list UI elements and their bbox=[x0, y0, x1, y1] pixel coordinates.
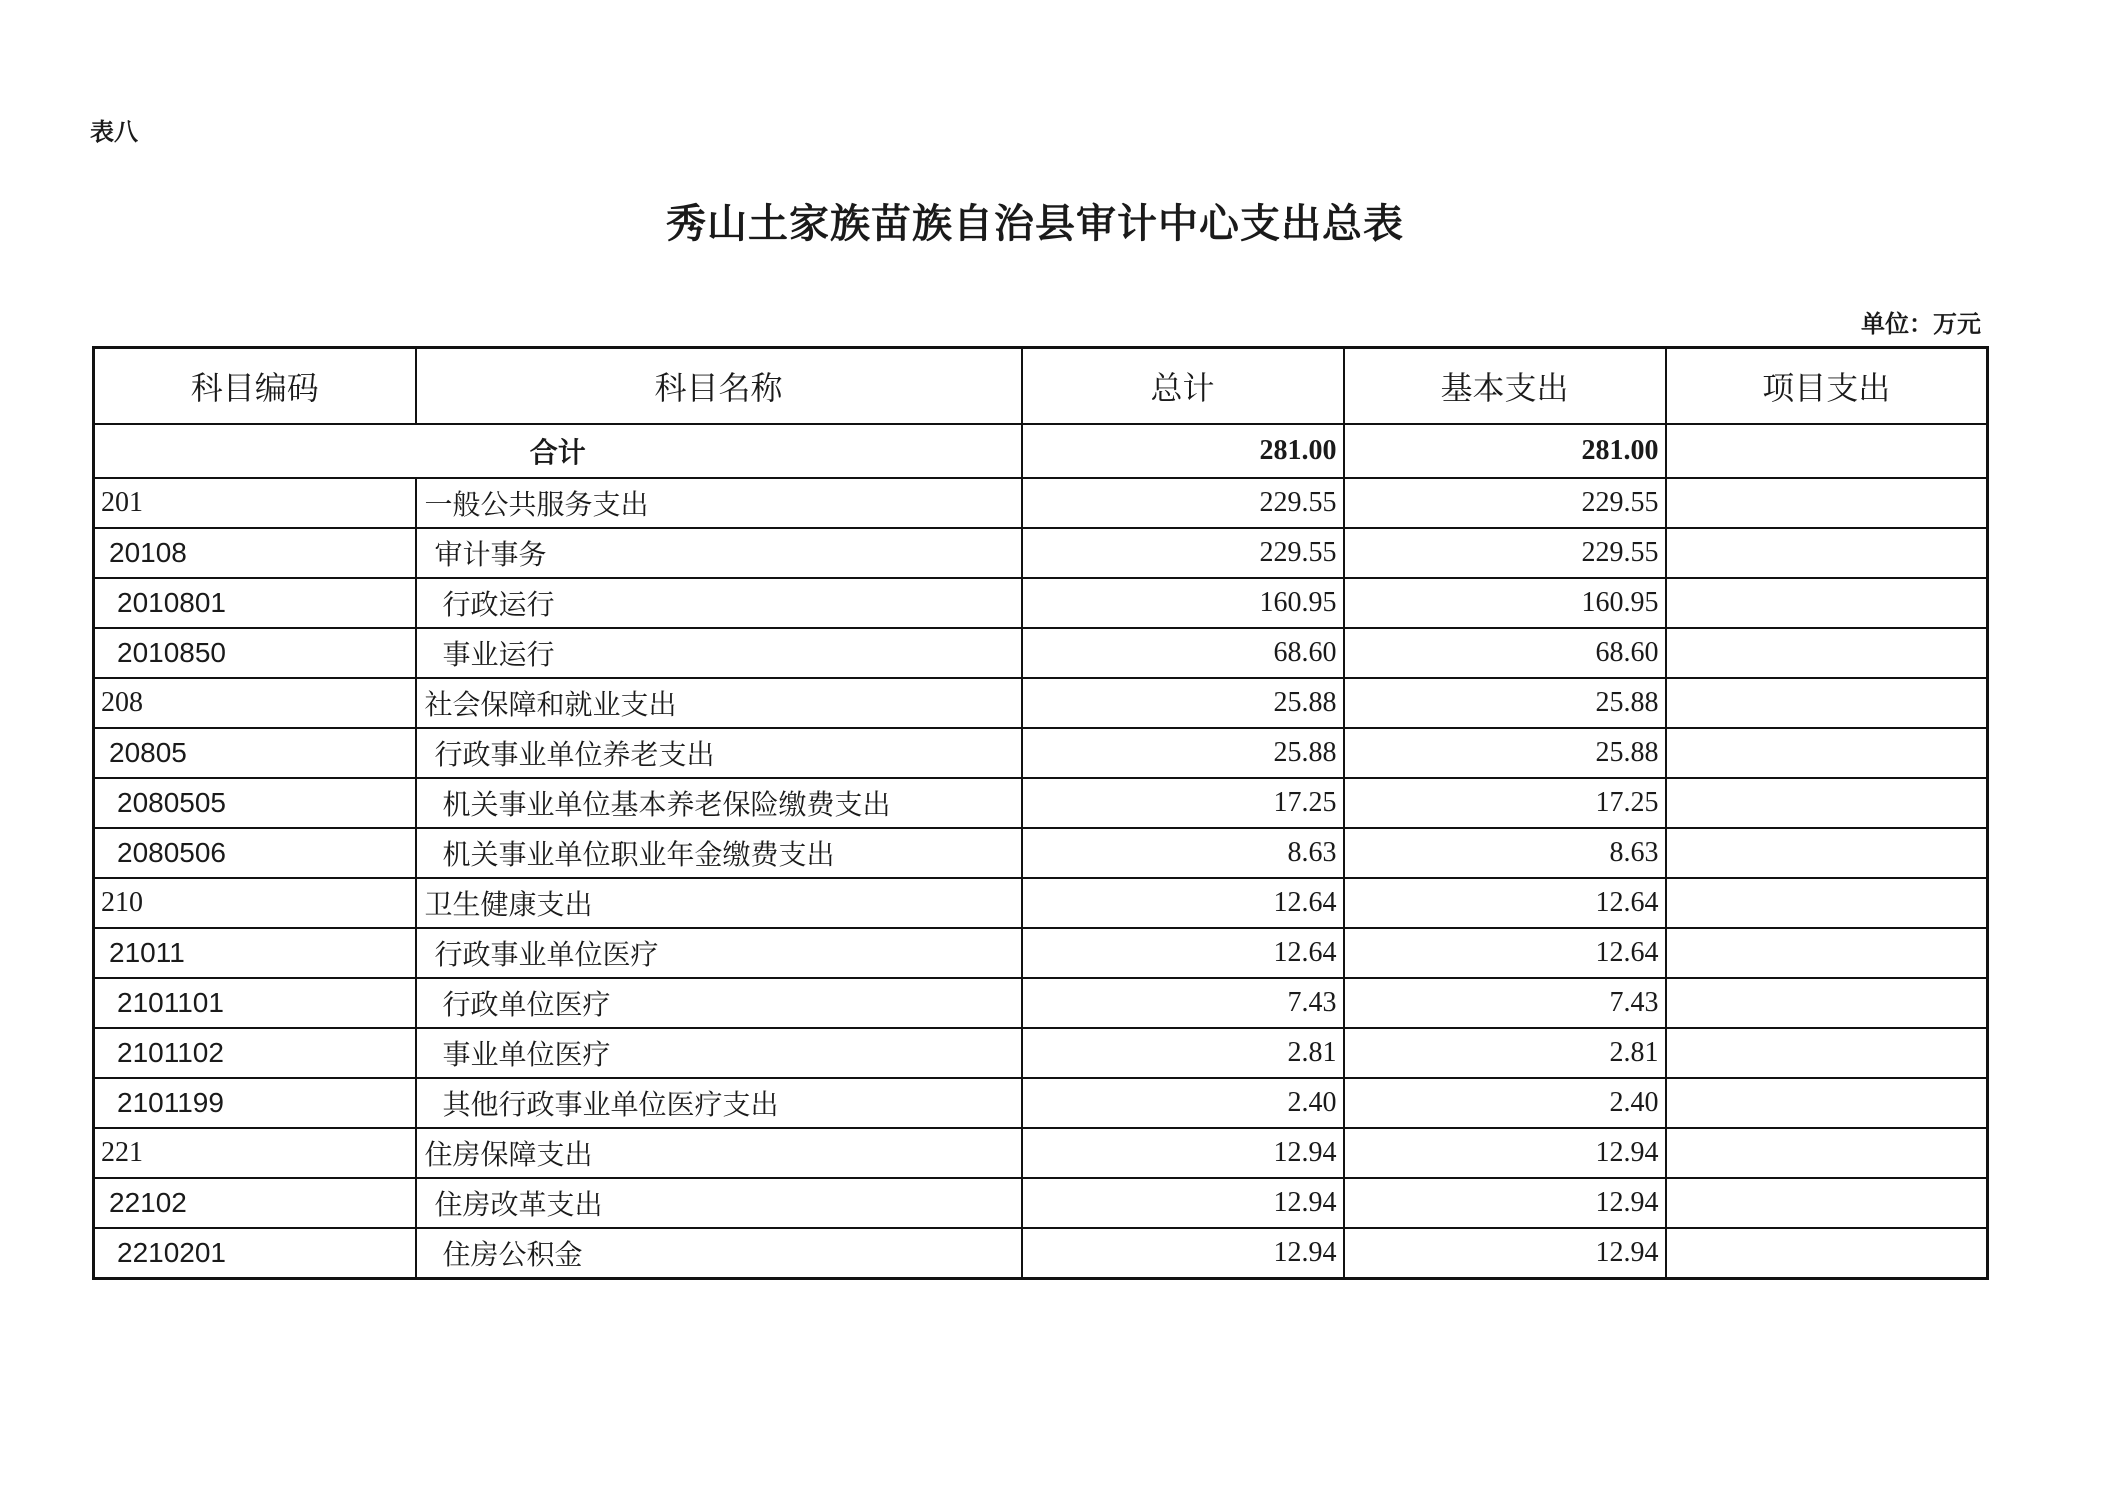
row-total: 12.94 bbox=[1022, 1128, 1344, 1178]
row-total: 229.55 bbox=[1022, 528, 1344, 578]
total-label: 合计 bbox=[94, 424, 1022, 478]
row-name: 机关事业单位职业年金缴费支出 bbox=[416, 828, 1022, 878]
expenditure-table bbox=[92, 346, 1989, 1280]
row-total: 68.60 bbox=[1022, 628, 1344, 678]
row-name: 社会保障和就业支出 bbox=[416, 678, 1022, 728]
row-project bbox=[1666, 1228, 1988, 1279]
row-basic: 12.94 bbox=[1344, 1228, 1666, 1279]
row-basic: 160.95 bbox=[1344, 578, 1666, 628]
row-project bbox=[1666, 1028, 1988, 1078]
row-basic: 229.55 bbox=[1344, 528, 1666, 578]
row-basic: 12.94 bbox=[1344, 1128, 1666, 1178]
table-row bbox=[94, 1228, 1988, 1279]
row-name: 住房公积金 bbox=[416, 1228, 1022, 1279]
row-project bbox=[1666, 678, 1988, 728]
row-total: 12.64 bbox=[1022, 928, 1344, 978]
table-row bbox=[94, 828, 1988, 878]
total-value: 281.00 bbox=[1022, 424, 1344, 478]
row-basic: 25.88 bbox=[1344, 728, 1666, 778]
row-code: 2101102 bbox=[94, 1028, 416, 1078]
table-header bbox=[94, 348, 1988, 425]
header-row bbox=[94, 348, 1988, 425]
table-row bbox=[94, 628, 1988, 678]
row-basic: 2.40 bbox=[1344, 1078, 1666, 1128]
table-row bbox=[94, 878, 1988, 928]
row-code: 208 bbox=[94, 678, 416, 728]
header-name: 科目名称 bbox=[416, 348, 1022, 425]
row-name: 卫生健康支出 bbox=[416, 878, 1022, 928]
row-total: 12.64 bbox=[1022, 878, 1344, 928]
table-row bbox=[94, 778, 1988, 828]
row-code: 221 bbox=[94, 1128, 416, 1178]
page-label: 表八 bbox=[90, 117, 138, 146]
row-project bbox=[1666, 828, 1988, 878]
row-total: 7.43 bbox=[1022, 978, 1344, 1028]
header-code: 科目编码 bbox=[94, 348, 416, 425]
row-code: 2210201 bbox=[94, 1228, 416, 1279]
row-name: 住房保障支出 bbox=[416, 1128, 1022, 1178]
table-row bbox=[94, 678, 1988, 728]
row-code: 20805 bbox=[94, 728, 416, 778]
row-basic: 25.88 bbox=[1344, 678, 1666, 728]
row-code: 21011 bbox=[94, 928, 416, 978]
total-project-value bbox=[1666, 424, 1988, 478]
row-total: 25.88 bbox=[1022, 678, 1344, 728]
row-total: 12.94 bbox=[1022, 1228, 1344, 1279]
row-name: 事业运行 bbox=[416, 628, 1022, 678]
row-project bbox=[1666, 878, 1988, 928]
table-row bbox=[94, 928, 1988, 978]
row-total: 160.95 bbox=[1022, 578, 1344, 628]
row-name: 一般公共服务支出 bbox=[416, 478, 1022, 528]
row-basic: 17.25 bbox=[1344, 778, 1666, 828]
row-name: 行政单位医疗 bbox=[416, 978, 1022, 1028]
header-project: 项目支出 bbox=[1666, 348, 1988, 425]
row-basic: 12.94 bbox=[1344, 1178, 1666, 1228]
row-name: 审计事务 bbox=[416, 528, 1022, 578]
total-basic-value: 281.00 bbox=[1344, 424, 1666, 478]
row-total: 229.55 bbox=[1022, 478, 1344, 528]
row-name: 住房改革支出 bbox=[416, 1178, 1022, 1228]
row-code: 201 bbox=[94, 478, 416, 528]
row-project bbox=[1666, 578, 1988, 628]
row-basic: 2.81 bbox=[1344, 1028, 1666, 1078]
row-total: 25.88 bbox=[1022, 728, 1344, 778]
row-code: 2010850 bbox=[94, 628, 416, 678]
row-project bbox=[1666, 628, 1988, 678]
table-row bbox=[94, 578, 1988, 628]
table-body bbox=[94, 424, 1988, 1279]
row-total: 8.63 bbox=[1022, 828, 1344, 878]
row-total: 12.94 bbox=[1022, 1178, 1344, 1228]
table-row bbox=[94, 1178, 1988, 1228]
row-basic: 229.55 bbox=[1344, 478, 1666, 528]
table-row bbox=[94, 1128, 1988, 1178]
document-title: 秀山土家族苗族自治县审计中心支出总表 bbox=[666, 200, 1404, 247]
table-row bbox=[94, 1028, 1988, 1078]
row-project bbox=[1666, 728, 1988, 778]
row-basic: 12.64 bbox=[1344, 878, 1666, 928]
row-project bbox=[1666, 928, 1988, 978]
row-name: 事业单位医疗 bbox=[416, 1028, 1022, 1078]
row-project bbox=[1666, 478, 1988, 528]
row-project bbox=[1666, 778, 1988, 828]
total-row bbox=[94, 424, 1988, 478]
row-code: 210 bbox=[94, 878, 416, 928]
row-basic: 8.63 bbox=[1344, 828, 1666, 878]
table-row bbox=[94, 1078, 1988, 1128]
row-total: 17.25 bbox=[1022, 778, 1344, 828]
row-project bbox=[1666, 1078, 1988, 1128]
row-name: 行政事业单位医疗 bbox=[416, 928, 1022, 978]
row-code: 2080505 bbox=[94, 778, 416, 828]
row-project bbox=[1666, 528, 1988, 578]
row-code: 20108 bbox=[94, 528, 416, 578]
row-total: 2.40 bbox=[1022, 1078, 1344, 1128]
row-name: 行政运行 bbox=[416, 578, 1022, 628]
row-project bbox=[1666, 1178, 1988, 1228]
header-basic: 基本支出 bbox=[1344, 348, 1666, 425]
row-name: 机关事业单位基本养老保险缴费支出 bbox=[416, 778, 1022, 828]
header-total: 总计 bbox=[1022, 348, 1344, 425]
row-basic: 7.43 bbox=[1344, 978, 1666, 1028]
table-row bbox=[94, 728, 1988, 778]
row-basic: 68.60 bbox=[1344, 628, 1666, 678]
row-code: 2101199 bbox=[94, 1078, 416, 1128]
table-row bbox=[94, 528, 1988, 578]
table-row bbox=[94, 978, 1988, 1028]
row-project bbox=[1666, 978, 1988, 1028]
row-code: 2080506 bbox=[94, 828, 416, 878]
row-name: 行政事业单位养老支出 bbox=[416, 728, 1022, 778]
row-code: 2010801 bbox=[94, 578, 416, 628]
row-code: 2101101 bbox=[94, 978, 416, 1028]
table-row bbox=[94, 478, 1988, 528]
row-project bbox=[1666, 1128, 1988, 1178]
row-name: 其他行政事业单位医疗支出 bbox=[416, 1078, 1022, 1128]
row-code: 22102 bbox=[94, 1178, 416, 1228]
unit-label: 单位：万元 bbox=[1861, 309, 1981, 338]
row-total: 2.81 bbox=[1022, 1028, 1344, 1078]
row-basic: 12.64 bbox=[1344, 928, 1666, 978]
